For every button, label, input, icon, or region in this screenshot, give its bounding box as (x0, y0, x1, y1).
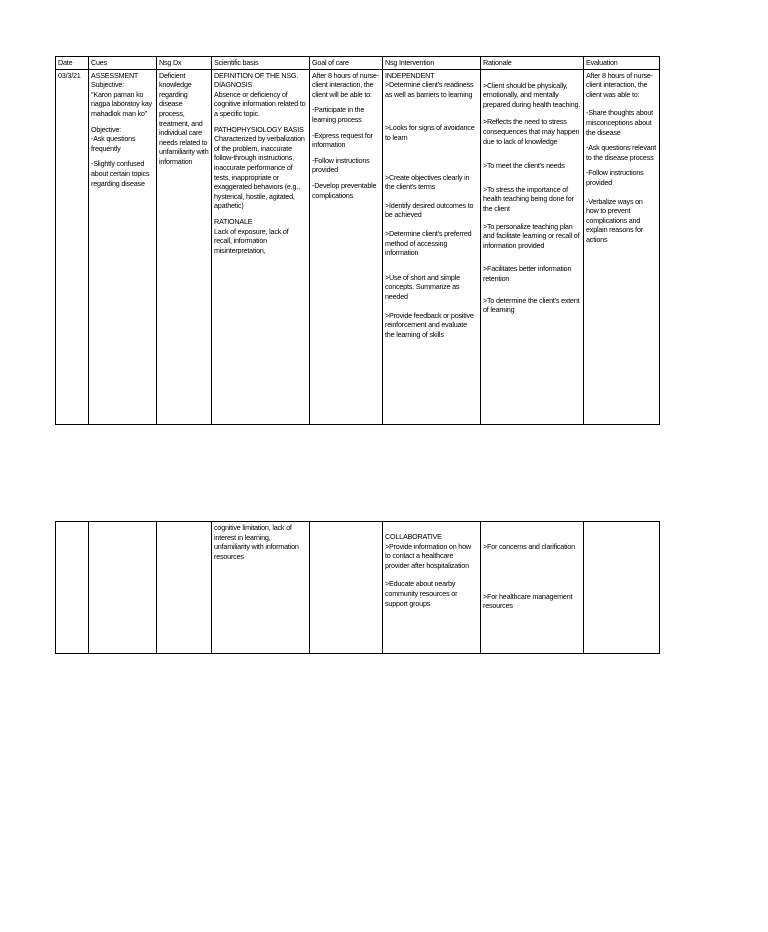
nsg-dx-text: Deficient knowledge regarding disease process, treatment, and individual care needs related to unfamiliarity with information (159, 70, 211, 166)
goal-item: -Develop preventable complications (312, 180, 379, 200)
header-scientific-basis: Scientific basis (212, 57, 310, 70)
nsg-intervention-cell (383, 69, 481, 424)
header-nsg-dx: Nsg Dx (157, 57, 212, 70)
date-cell (56, 69, 89, 424)
date-value: 03/3/21 (58, 70, 81, 80)
date-cell (56, 522, 89, 654)
care-plan-table-page-1 (55, 56, 660, 425)
rationale-item: >Client should be physically, emotionally, and mentally prepared during health teaching. (483, 80, 581, 109)
cues-assessment: ASSESSMENT Subjective: "Karon paman ko nagpa laboratoy kay mahadlok man ko" (91, 70, 152, 118)
header-rationale: Rationale (481, 57, 584, 70)
rationale-item: >Reflects the need to stress consequences that may happen due to lack of knowledge (483, 117, 582, 146)
scientific-basis-cell (212, 522, 310, 654)
goal-item: After 8 hours of nurse-client interaction, the client will be able to: (312, 70, 379, 99)
header-nsg-intervention: Nsg Intervention (383, 57, 481, 70)
evaluation-item: -Share thoughts about misconceptions about the disease (586, 108, 655, 137)
intervention-item: >Use of short and simple concepts. Summarize as needed (385, 272, 462, 301)
header-cues: Cues (89, 57, 157, 70)
scientific-basis-continued: cognitive limitation, lack of interest in learning, unfamiliarity with information resources (214, 523, 301, 561)
cues-cell (89, 522, 157, 654)
evaluation-item: -Verbalize ways on how to prevent complications and explain reasons for actions (586, 196, 645, 244)
scientific-basis-pathophysiology: PATHOPHYSIOLOGY BASIS Characterized by verbalization of the problem, inaccurate follow-through instructions, inaccurate performance of tests, inappropriate or exaggerated behaviors (e.g., hysterical, hostile, agitated, apathetic) (214, 124, 305, 211)
header-date: Date (56, 57, 89, 70)
evaluation-item: -Follow instructions provided (586, 168, 646, 187)
scientific-basis-cell (212, 69, 310, 424)
cues-objective: Objective: -Ask questions frequently (91, 124, 136, 153)
evaluation-cell (584, 522, 660, 654)
rationale-cell (481, 522, 584, 654)
rationale-item: >For healthcare management resources (483, 591, 575, 611)
intervention-item: >Identify desired outcomes to be achieved (385, 200, 476, 220)
intervention-item: >Looks for signs of avoidance to learn (385, 123, 477, 142)
header-row (56, 57, 660, 70)
intervention-item: >Determine client's preferred method of accessing information (385, 228, 474, 258)
nsg-dx-cell (157, 522, 212, 654)
rationale-item: >Facilitates better information retention (483, 264, 574, 283)
evaluation-item: After 8 hours of nurse-client interaction, the client was able to: (586, 70, 653, 99)
evaluation-item: -Ask questions relevant to the disease process (586, 143, 658, 162)
rationale-item: >To meet the client's needs (483, 161, 565, 171)
header-goal-of-care: Goal of care (310, 57, 383, 70)
evaluation-cell (584, 69, 660, 424)
nsg-dx-cell (157, 69, 212, 424)
care-plan-table-page-2 (55, 521, 660, 654)
scientific-basis-rationale: RATIONALE Lack of exposure, lack of recall, information misinterpretation, (214, 216, 289, 255)
rationale-item: >For concerns and clarification (483, 542, 575, 551)
cues-cell (89, 69, 157, 424)
goal-of-care-cell (310, 522, 383, 654)
rationale-item: >To stress the importance of health teaching being done for the client (483, 184, 576, 213)
intervention-item: >Provide feedback or positive reinforcement and evaluate the learning of skills (385, 310, 476, 339)
intervention-item: INDEPENDENT >Determine client's readiness as well as barriers to learning (385, 70, 474, 99)
scientific-basis-definition: DEFINITION OF THE NSG. DIAGNOSIS Absence or deficiency of cognitive information related to a specific topic. (214, 70, 306, 118)
goal-item: -Follow instructions provided (312, 155, 372, 175)
intervention-item: >Create objectives clearly in the client's terms (385, 172, 472, 192)
body-row (56, 69, 660, 424)
goal-item: -Participate in the learning process (312, 105, 366, 124)
rationale-cell (481, 69, 584, 424)
intervention-item: >Educate about nearby community resources or support groups (385, 579, 460, 608)
rationale-item: >To determine the client's extent of learning (483, 295, 582, 315)
intervention-item: COLLABORATIVE >Provide information on how to contact a healthcare provider after hospitalization (385, 532, 471, 570)
nsg-intervention-cell (383, 522, 481, 654)
rationale-item: >To personalize teaching plan and facilitate learning or recall of information provided (483, 221, 582, 250)
goal-of-care-cell (310, 69, 383, 424)
goal-item: -Express request for information (312, 130, 375, 150)
continuation-row (56, 522, 660, 654)
cues-observation: -Slightly confused about certain topics regarding disease (91, 159, 152, 188)
header-evaluation: Evaluation (584, 57, 660, 70)
